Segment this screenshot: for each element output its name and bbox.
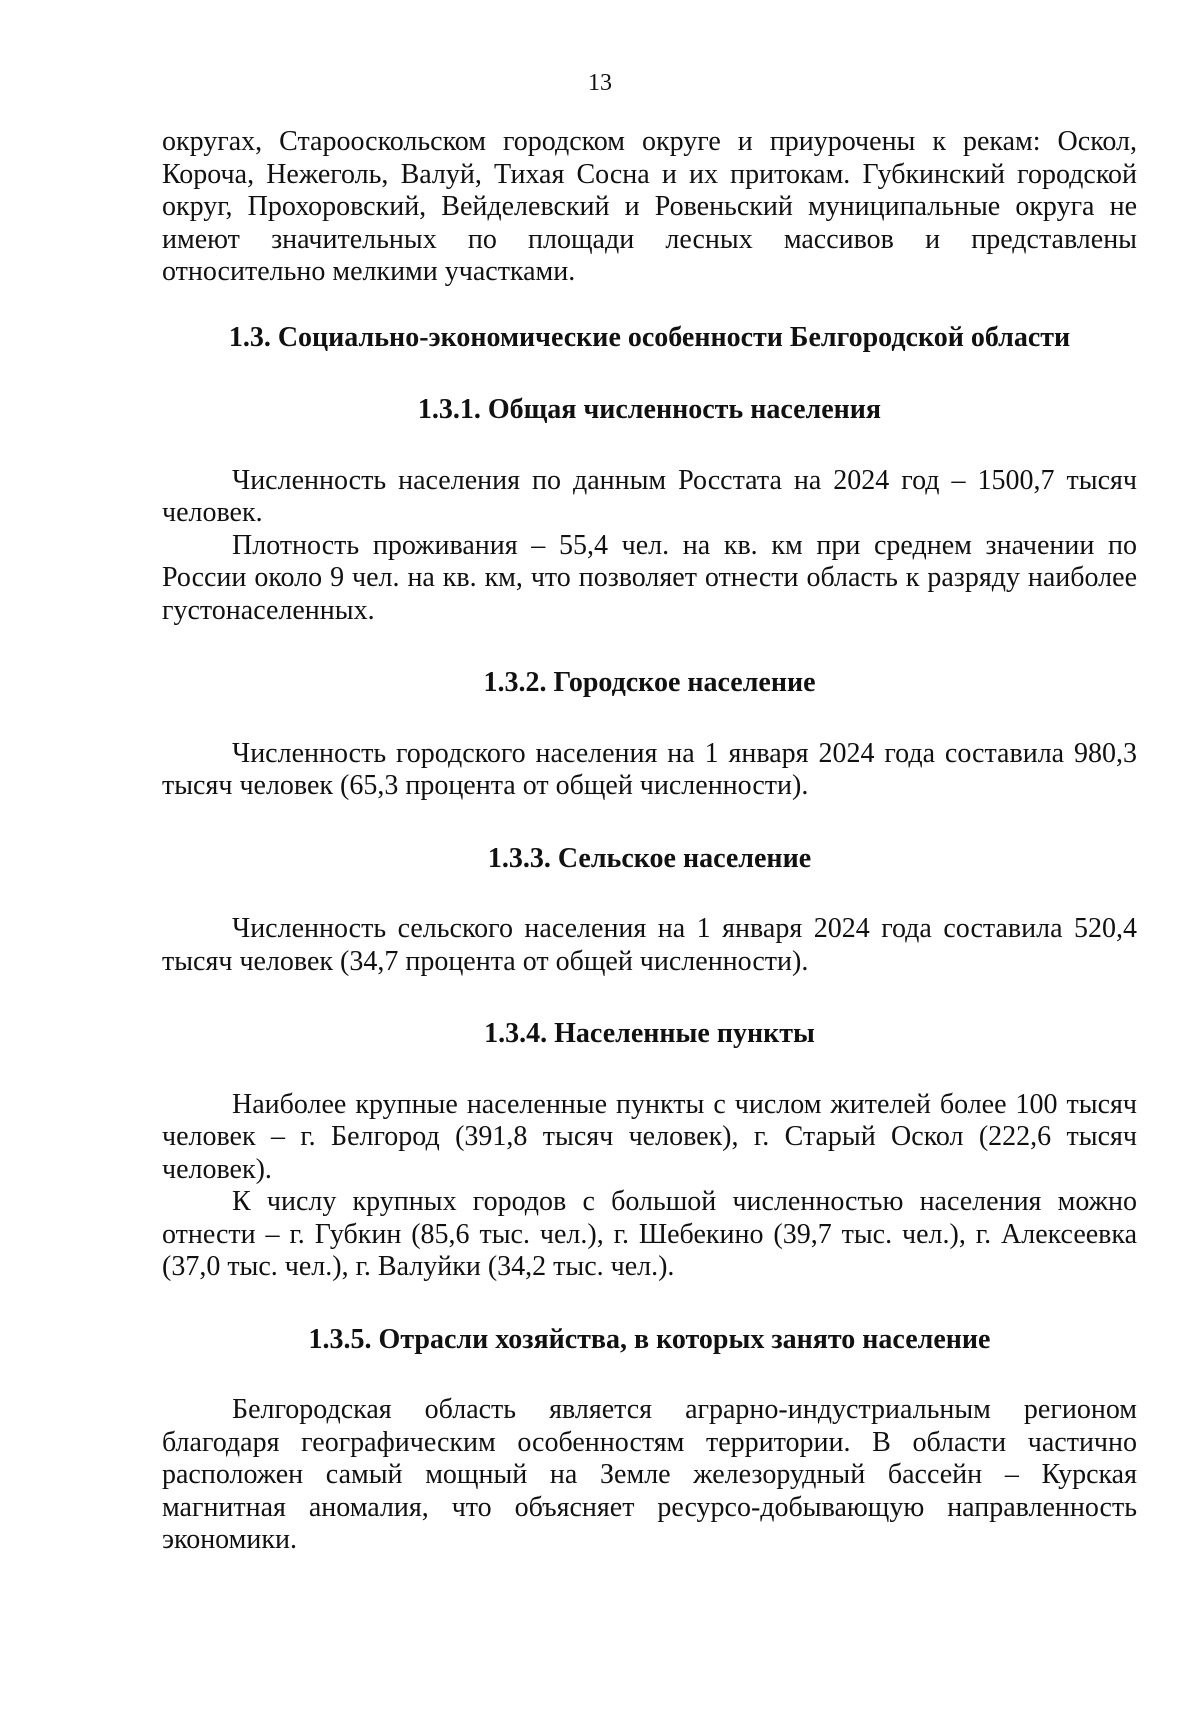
document-body: [162, 126, 1137, 1557]
paragraph-population-density: Плотность проживания – 55,4 чел. на кв. км при среднем значении по России около 9 чел. на кв. км, что позволяет отнести область к разряду наиболее густонаселенных.: [162, 529, 1137, 626]
section-heading-1-3-1: 1.3.1. Общая численность населения: [417, 394, 882, 425]
paragraph-largest-settlements: Наиболее крупные населенные пункты с числом жителей более 100 тысяч человек – г. Белгород (391,8 тысяч человек), г. Старый Оскол (222,6 тысяч человек).: [162, 1088, 1137, 1185]
section-heading-1-3-5: 1.3.5. Отрасли хозяйства, в которых занято население: [308, 1323, 991, 1355]
section-heading-1-3-4: 1.3.4. Населенные пункты: [484, 1018, 815, 1049]
page-number: 13: [588, 70, 612, 96]
intro-paragraph: округах, Старооскольском городском округе и приурочены к рекам: Оскол, Короча, Нежеголь, Валуй, Тихая Сосна и их притокам. Губкинский городской округ, Прохоровский, Вейделевский и Ровеньский муниципальные округа не имеют значительных по площади лесных массивов и представлены относительно мелкими участками.: [162, 126, 1137, 287]
paragraph-economy-sectors: Белгородская область является аграрно-индустриальным регионом благодаря географическим особенностям территории. В области частично расположен самый мощный на Земле железорудный бассейн – Курская магнитная аномалия, что объясняет ресурсо-добывающую направленность экономики.: [162, 1394, 1137, 1555]
paragraph-urban-population: Численность городского населения на 1 января 2024 года составила 980,3 тысяч человек (65,3 процента от общей численности).: [162, 737, 1137, 801]
section-heading-1-3: 1.3. Социально-экономические особенности Белгородской области: [228, 321, 1071, 353]
section-heading-1-3-3: 1.3.3. Сельское население: [487, 842, 812, 874]
paragraph-rural-population: Численность сельского населения на 1 января 2024 года составила 520,4 тысяч человек (34,7 процента от общей численности).: [162, 913, 1137, 977]
paragraph-population-total: Численность населения по данным Росстата на 2024 год – 1500,7 тысяч человек.: [162, 464, 1137, 528]
section-heading-1-3-2: 1.3.2. Городское население: [483, 667, 816, 698]
paragraph-large-cities: К числу крупных городов с большой численностью населения можно отнести – г. Губкин (85,6 тыс. чел.), г. Шебекино (39,7 тыс. чел.), г. Алексеевка (37,0 тыс. чел.), г. Валуйки (34,2 тыс. чел.).: [162, 1186, 1137, 1282]
